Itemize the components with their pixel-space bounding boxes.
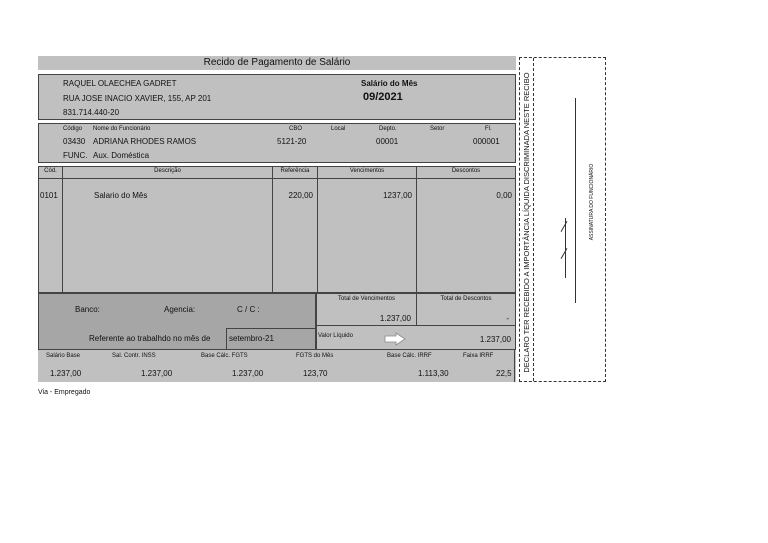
col-header-descricao: Descrição [154,168,181,174]
bank-block [38,293,316,350]
receipt-title: Recido de Pagamento de Salário [38,56,516,70]
employee-func: Aux. Doméstica [93,151,150,160]
agency-label: Agencia: [164,305,196,314]
signature-label: ASSINATURA DO FUNCIONÁRIO [589,163,595,241]
referente-value: setembro-21 [229,334,274,343]
period-value: 09/2021 [363,91,403,103]
base-value-faixa: 22,5 [496,369,512,378]
net-value-label: Valor Líquido [318,333,353,339]
col-header-vencimentos: Vencimentos [349,168,385,174]
base-label-irrf: Base Cálc. IRRF [387,353,432,359]
period-label: Salário do Mês [361,79,418,88]
cbo-value: 5121-20 [277,137,307,146]
employer-doc: 831.714.440-20 [63,108,120,117]
depto-value: 00001 [376,137,399,146]
row-cod: 0101 [40,191,58,200]
date-slash-1 [561,248,568,259]
total-desc-label: Total de Descontos [440,296,492,302]
row-descricao: Salario do Mês [94,191,148,200]
base-value-fgts: 1.237,00 [232,369,264,378]
base-label-inss: Sal. Contr. INSS [112,353,156,359]
arrow-right-icon [384,332,406,351]
signature-line [575,98,576,303]
total-venc-value: 1.237,00 [379,314,411,323]
base-label-faixa: Faixa IRRF [463,353,494,359]
base-value-salario: 1.237,00 [50,369,82,378]
row-descontos: 0,00 [496,191,512,200]
employee-name: ADRIANA RHODES RAMOS [93,137,197,146]
col-header-referencia: Referência [280,168,310,174]
employer-name: RAQUEL OLAECHEA GADRET [63,79,177,88]
cbo-label: CBO [289,126,303,132]
bank-label: Banco: [75,305,100,314]
totals-block [316,293,516,350]
col-header-descontos: Descontos [451,168,481,174]
row-vencimentos: 1237,00 [383,191,412,200]
employer-address: RUA JOSE INACIO XAVIER, 155, AP 201 [63,94,212,103]
total-desc-value: - [506,314,509,323]
fl-value: 000001 [473,137,500,146]
employee-block [38,123,516,163]
declaration-panel [519,57,606,382]
base-label-fgts-mes: FGTS do Mês [296,353,334,359]
base-label-fgts: Base Cálc. FGTS [201,353,248,359]
bases-row [38,350,516,382]
row-referencia: 220,00 [288,191,313,200]
local-label: Local [331,126,346,132]
employee-func-label: FUNC. [63,151,88,160]
base-value-irrf: 1.113,30 [418,369,449,378]
account-label: C / C : [237,305,260,314]
total-venc-label: Total de Vencimentos [337,296,396,302]
items-table [38,166,516,293]
date-slash-2 [561,221,568,232]
setor-label: Setor [430,126,445,132]
employee-code-label: Código [63,126,83,132]
employee-name-label: Nome do Funcionário [93,126,151,132]
employer-block [38,74,516,120]
employee-code: 03430 [63,137,86,146]
depto-label: Depto. [379,126,397,132]
col-header-cod: Cód. [44,168,57,174]
declaration-text: DECLARO TER RECEBIDO A IMPORTÂNCIA LÍQUIDA DISCRIMINADA NESTE RECIBO [522,72,531,373]
copy-label: Via - Empregado [38,389,91,396]
referente-label: Referente ao trabalhdo no mês de [89,334,211,343]
fl-label: Fl. [485,126,492,132]
base-value-inss: 1.237,00 [141,369,173,378]
net-value: 1.237,00 [479,335,511,344]
base-value-fgts-mes: 123,70 [303,369,328,378]
base-label-salario: Salário Base [46,353,81,359]
